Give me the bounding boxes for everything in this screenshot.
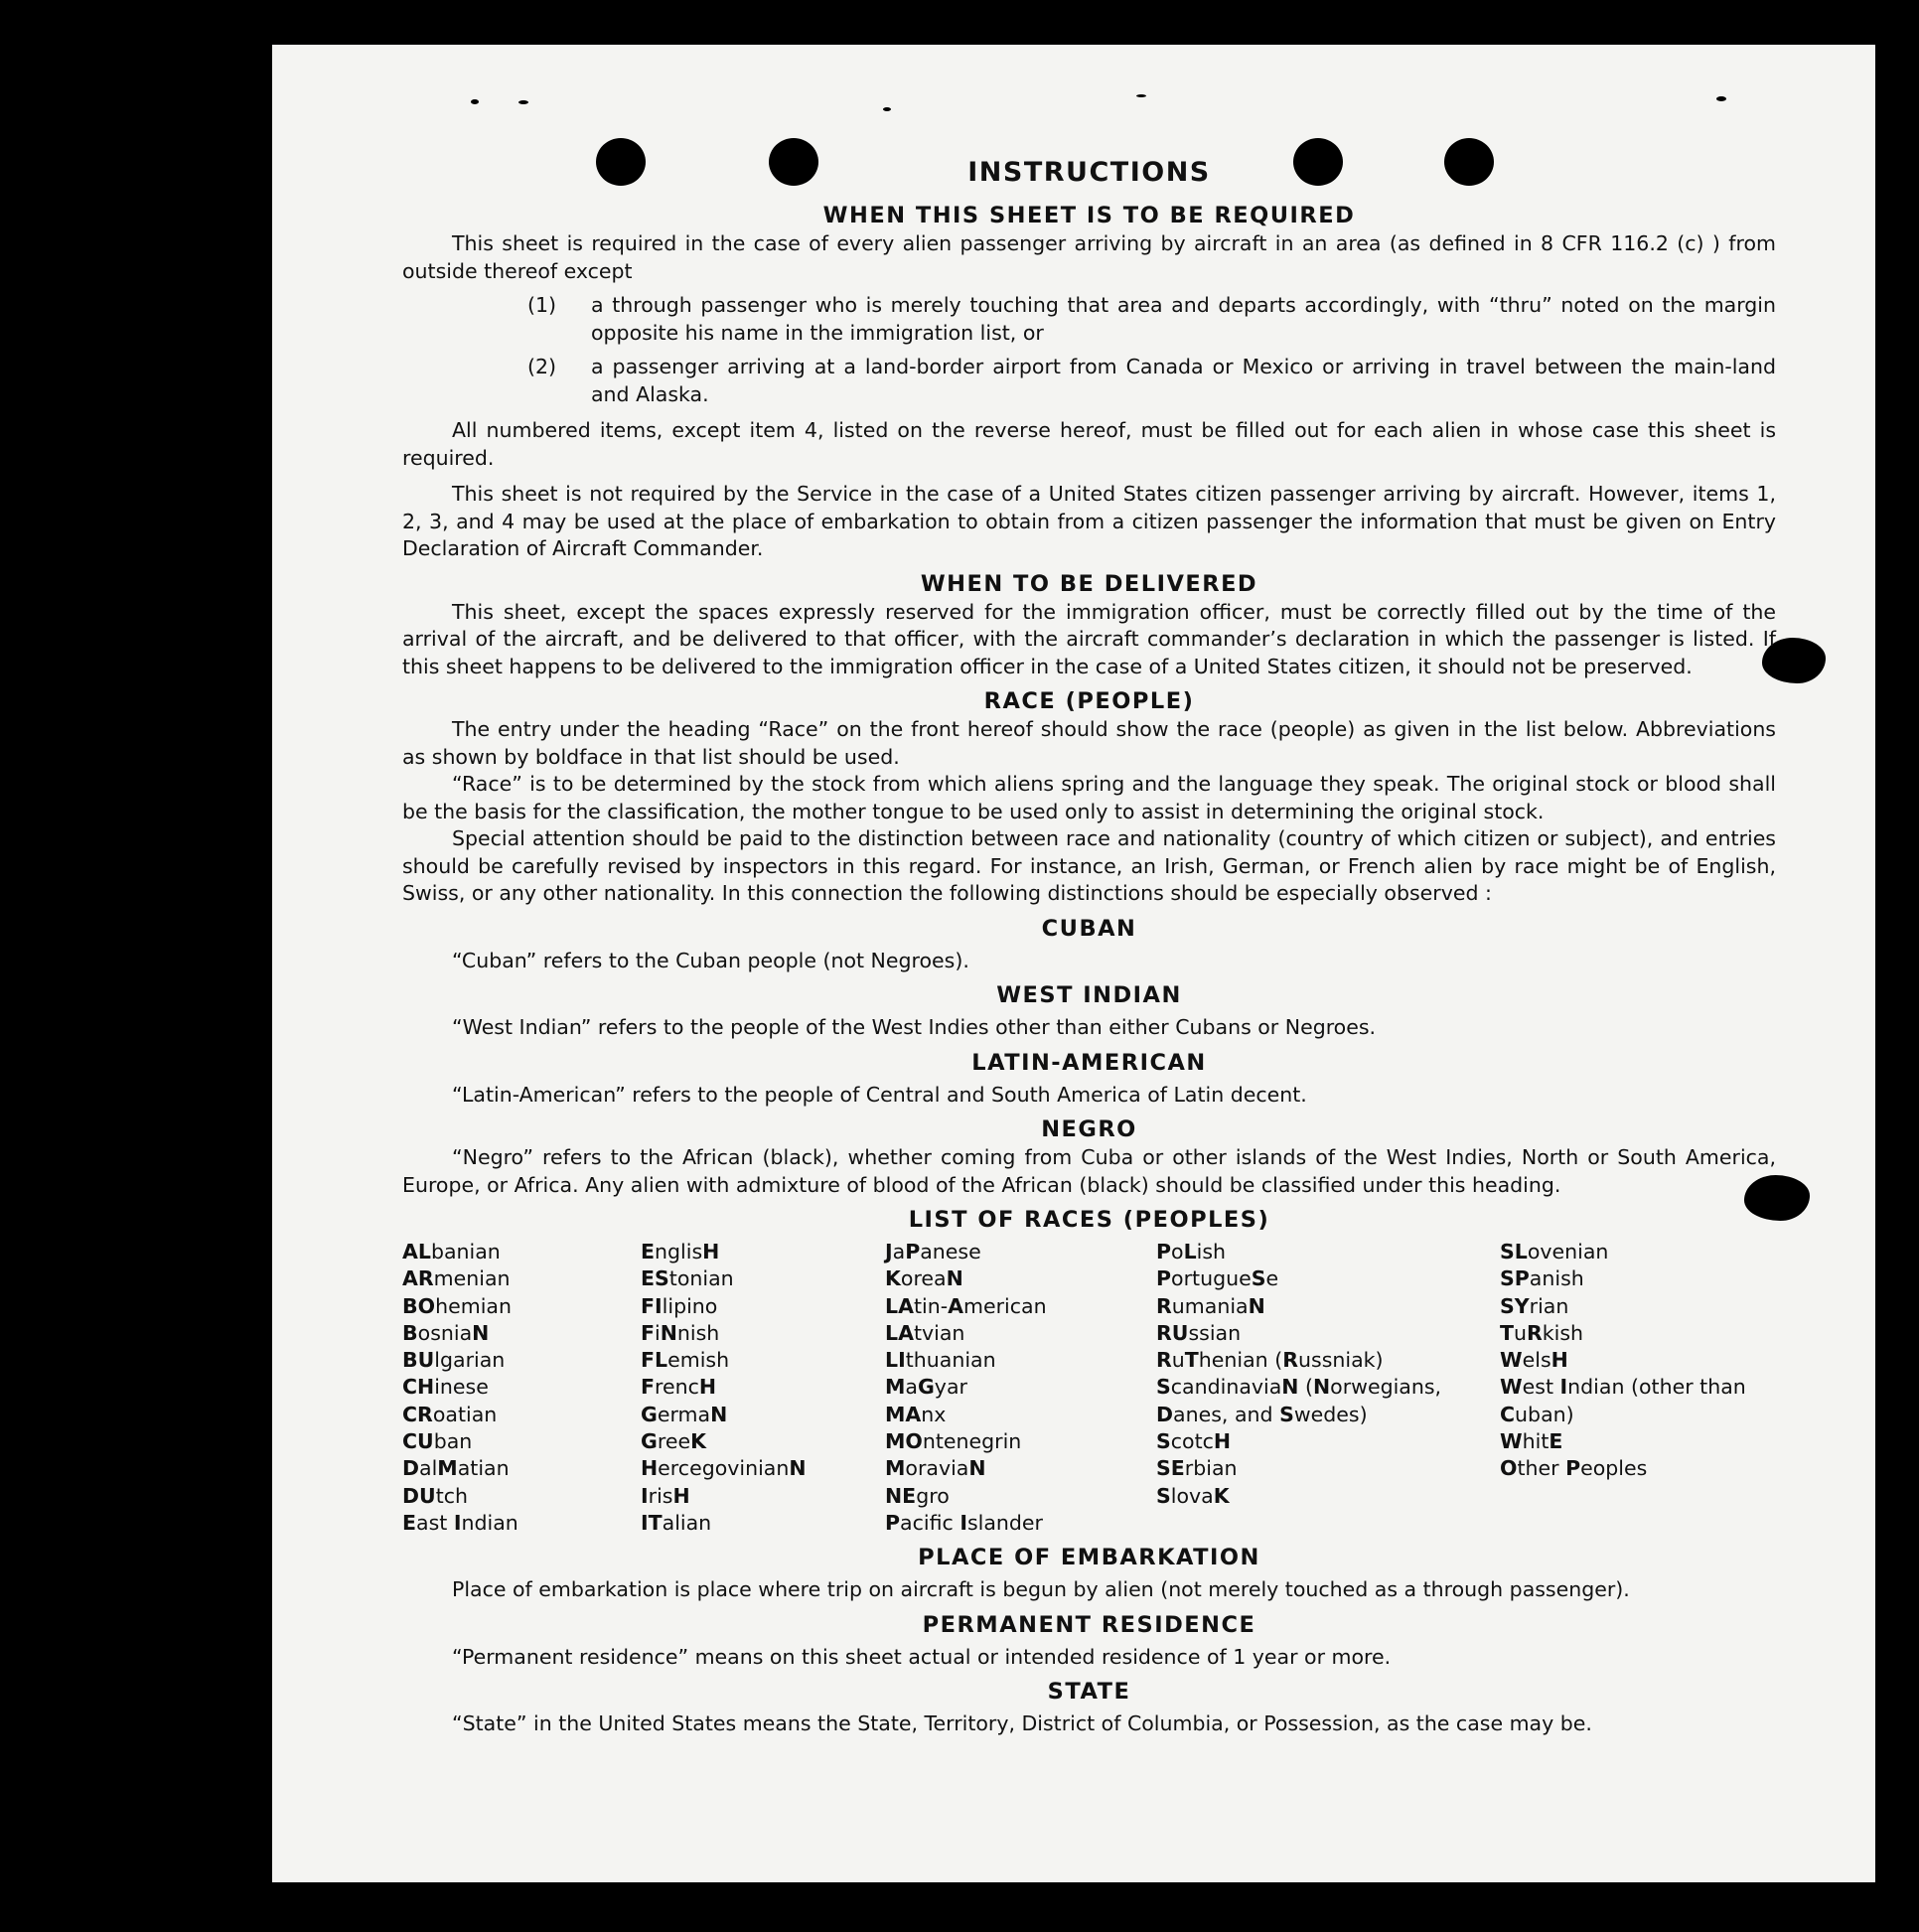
race-entry: PoLish	[1156, 1240, 1227, 1263]
race-entry: FiNnish	[641, 1320, 720, 1345]
definition-text: “Latin-American” refers to the people of Central and South America of Latin decent.	[452, 1082, 1307, 1107]
race-entry: RuThenian (Russniak)	[1156, 1348, 1384, 1373]
heading-list-of-races: LIST OF RACES (PEOPLES)	[908, 1207, 1270, 1233]
race-entry: ScotcH	[1156, 1429, 1232, 1454]
item-number: (1)	[527, 293, 557, 317]
race-entry: RUssian	[1156, 1320, 1242, 1345]
race-entry: ALbanian	[402, 1240, 501, 1263]
race-entry: ITalian	[641, 1510, 712, 1535]
race-entry: KoreaN	[885, 1266, 963, 1291]
race-entry: LIthuanian	[885, 1348, 996, 1373]
races-column	[1500, 1239, 1776, 1537]
race-entry: HercegovinianN	[641, 1456, 807, 1481]
race-entry: SYrian	[1500, 1293, 1569, 1318]
races-column	[885, 1239, 1156, 1537]
scan-speck	[471, 99, 479, 104]
race-entry: CRoatian	[402, 1402, 498, 1426]
definition-text: “West Indian” refers to the people of the West Indies other than either Cubans or Negroes.	[452, 1015, 1377, 1039]
heading-residence: PERMANENT RESIDENCE	[922, 1611, 1256, 1638]
race-entry: EStonian	[641, 1266, 734, 1291]
paragraph: The entry under the heading “Race” on the front hereof should show the race (people) as given in the list below. Abbreviations as shown by boldface in that list should be used.	[402, 717, 1776, 769]
race-entry: ARmenian	[402, 1266, 511, 1291]
race-entry: SlovaK	[1156, 1483, 1230, 1508]
paragraph: This sheet is required in the case of every alien passenger arriving by aircraft in an area (as defined in 8 CFR 116.2 (c) ) from outside thereof except	[402, 231, 1776, 283]
race-entry: MaGyar	[885, 1375, 967, 1400]
paragraph: This sheet is not required by the Service in the case of a United States citizen passenger arriving by aircraft. However, items 1, 2, 3, and 4 may be used at the place of embarkation to obtain from a citizen passenger the information that must be given on Entry Declaration of Aircraft Commander.	[402, 482, 1776, 560]
race-entry: IrisH	[641, 1483, 690, 1508]
race-entry: CUban	[402, 1429, 473, 1454]
race-entry: SPanish	[1500, 1266, 1584, 1291]
race-entry: MoraviaN	[885, 1456, 986, 1481]
paragraph: Special attention should be paid to the distinction between race and nationality (country of which citizen or subject), and entries should be carefully revised by inspectors in this regard. For instance, an Irish, German, or French alien by race might be of English, Swiss, or any other nationality. In this connection the following distinctions should be especially observed :	[402, 826, 1776, 905]
race-entry: East Indian	[402, 1510, 518, 1535]
race-entry: BosniaN	[402, 1320, 490, 1345]
race-entry: LAtvian	[885, 1320, 965, 1345]
paragraph: “Race” is to be determined by the stock from which aliens spring and the language they speak. The original stock or blood shall be the basis for the classification, the mother tongue to be used only to assist in determining the original stock.	[402, 772, 1776, 823]
item-text: a passenger arriving at a land-border airport from Canada or Mexico or arriving in travel between the main-land and Alaska.	[591, 355, 1776, 406]
race-entry: TuRkish	[1500, 1320, 1584, 1345]
race-entry: WelsH	[1500, 1348, 1568, 1373]
race-entry: CHinese	[402, 1375, 489, 1400]
race-entry: FLemish	[641, 1348, 730, 1373]
heading-latin-american: LATIN-AMERICAN	[971, 1049, 1207, 1076]
heading-west-indian: WEST INDIAN	[996, 982, 1182, 1008]
races-column	[402, 1239, 641, 1537]
scan-speck	[1136, 94, 1146, 97]
race-entry: RumaniaN	[1156, 1293, 1265, 1318]
race-entry: Pacifc Islander	[885, 1510, 1043, 1535]
heading-race: RACE (PEOPLE)	[983, 688, 1195, 714]
race-entry: ScandinaviaN (Norwegians, Danes, and Swedes)	[1156, 1375, 1442, 1426]
heading-cuban: CUBAN	[1041, 915, 1137, 942]
item-number: (2)	[527, 355, 557, 378]
scan-speck	[883, 107, 891, 111]
heading-delivered: WHEN TO BE DELIVERED	[920, 570, 1258, 597]
race-entry: MAnx	[885, 1402, 947, 1426]
instructions-content	[402, 157, 1776, 1738]
race-entry: FIlipino	[641, 1293, 718, 1318]
races-column	[641, 1239, 885, 1537]
heading-embarkation: PLACE OF EMBARKATION	[918, 1545, 1260, 1571]
race-entry: MOntenegrin	[885, 1429, 1022, 1454]
definition-text: Place of embarkation is place where trip on aircraft is begun by alien (not merely touched as a through passenger).	[452, 1577, 1630, 1602]
definition-text: “Cuban” refers to the Cuban people (not Negroes).	[452, 948, 969, 972]
race-entry: BOhemian	[402, 1293, 512, 1318]
paragraph: All numbered items, except item 4, listed on the reverse hereof, must be filled out for each alien in whose case this sheet is required.	[402, 418, 1776, 470]
list-item	[402, 292, 1776, 347]
race-entry: Other Peoples	[1500, 1456, 1648, 1481]
race-entry: EnglisH	[641, 1240, 720, 1263]
item-text: a through passenger who is merely touching that area and departs accordingly, with “thru” noted on the margin opposite his name in the immigration list, or	[591, 293, 1776, 345]
race-entry: GreeK	[641, 1429, 706, 1454]
races-list	[402, 1239, 1776, 1537]
scan-speck	[518, 100, 528, 104]
scan-speck	[1716, 96, 1726, 101]
race-entry: FrencH	[641, 1375, 717, 1400]
race-entry: West Indian (other than Cuban)	[1500, 1375, 1746, 1426]
heading-negro: NEGRO	[1041, 1116, 1137, 1142]
races-column	[1156, 1239, 1500, 1537]
race-entry: GermaN	[641, 1402, 728, 1426]
race-entry: LAtin-American	[885, 1293, 1047, 1318]
race-entry: BUlgarian	[402, 1348, 506, 1373]
paragraph: This sheet, except the spaces expressly reserved for the immigration officer, must be correctly filled out by the time of the arrival of the aircraft, and be delivered to that officer, with the aircraft commander’s declaration in which the passenger is listed. If this sheet happens to be delivered to the immigration officer in the case of a United States citizen, it should not be preserved.	[402, 599, 1776, 678]
race-entry: SErbian	[1156, 1456, 1238, 1481]
definition-text: “Permanent residence” means on this sheet actual or intended residence of 1 year or more.	[452, 1644, 1392, 1669]
definition-text: “State” in the United States means the State, Territory, District of Columbia, or Possession, as the case may be.	[452, 1711, 1592, 1736]
race-entry: DalMatian	[402, 1456, 510, 1481]
page-title: INSTRUCTIONS	[967, 157, 1211, 188]
definition-text: “Negro” refers to the African (black), whether coming from Cuba or other islands of the West Indies, North or South America, Europe, or Africa. Any alien with admixture of blood of the African (black) should be classified under this heading.	[402, 1145, 1776, 1197]
list-item	[402, 354, 1776, 408]
race-entry: NEgro	[885, 1483, 950, 1508]
race-entry: DUtch	[402, 1483, 469, 1508]
race-entry: WhitE	[1500, 1429, 1563, 1454]
race-entry: JaPanese	[885, 1240, 981, 1263]
race-entry: PortugueSe	[1156, 1266, 1279, 1291]
race-entry: SLovenian	[1500, 1240, 1609, 1263]
heading-state: STATE	[1047, 1679, 1131, 1706]
heading-required: WHEN THIS SHEET IS TO BE REQUIRED	[822, 203, 1356, 228]
